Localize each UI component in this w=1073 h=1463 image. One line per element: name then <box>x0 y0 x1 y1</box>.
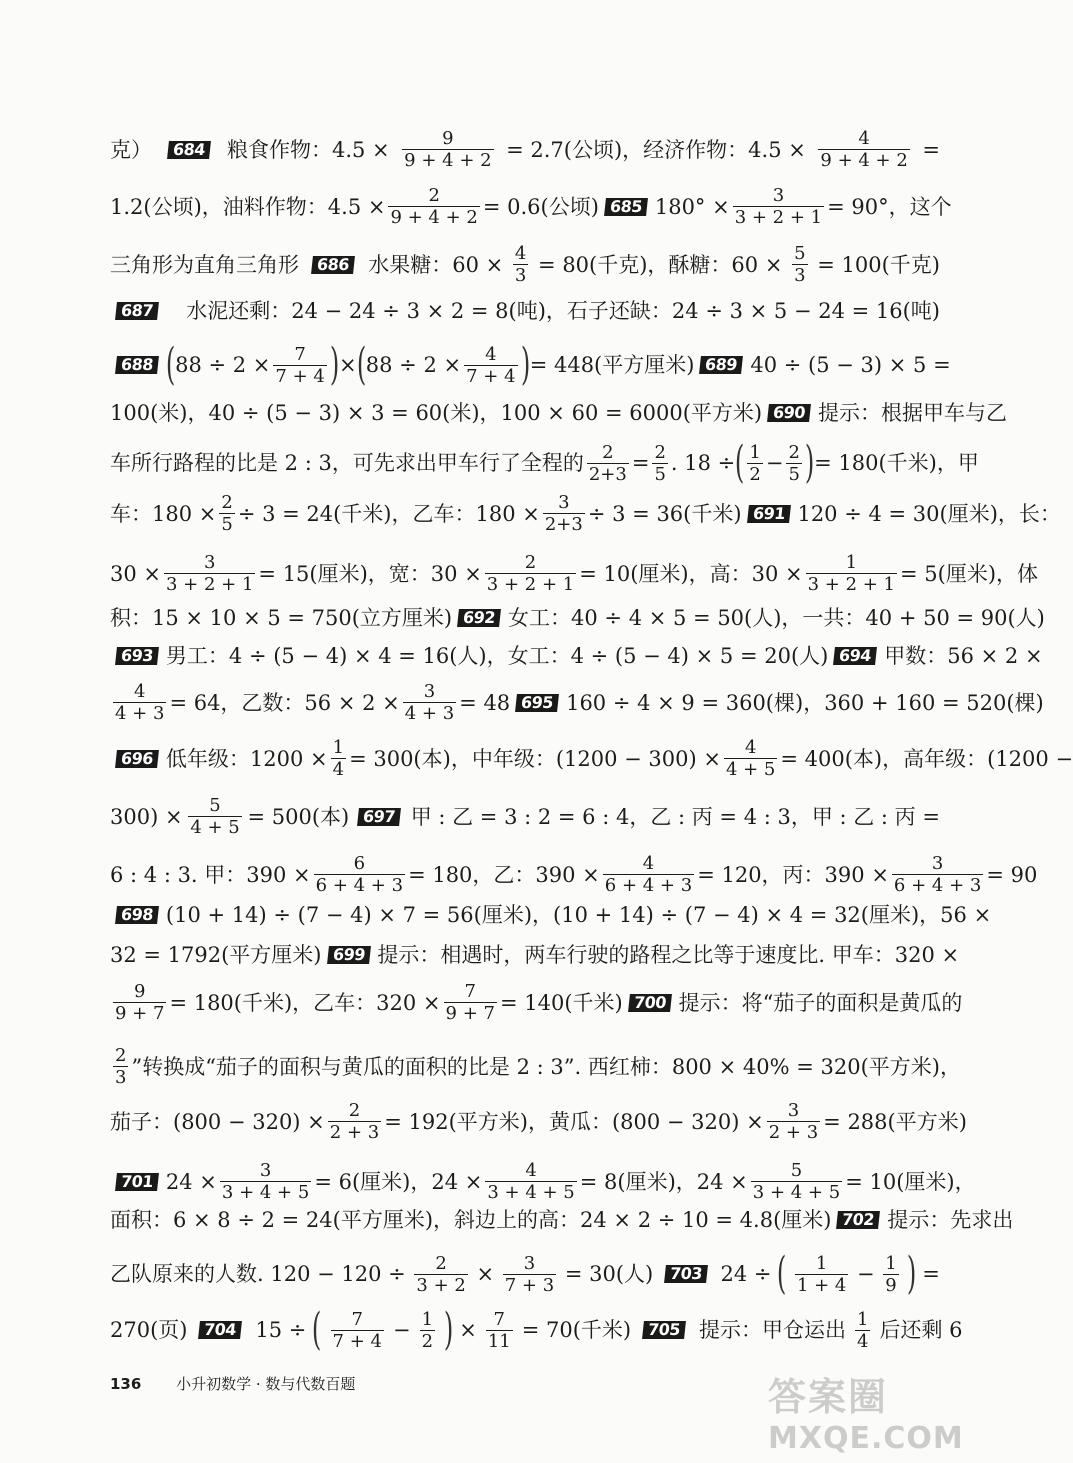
problem-number-badge: 700 <box>628 994 672 1012</box>
fraction <box>855 1309 870 1352</box>
text-segment: 88 ÷ 2 × <box>175 353 271 377</box>
fraction-numerator: 2 <box>524 552 537 573</box>
fraction-denominator: 7 + 4 <box>275 365 325 387</box>
text-segment: = 10(厘米)，高：30 × <box>579 561 803 586</box>
text-segment: = 90°，这个 <box>827 194 952 219</box>
fraction <box>113 981 166 1024</box>
problem-number-badge: 696 <box>115 750 159 768</box>
fraction <box>892 853 983 896</box>
problem-number-badge: 686 <box>311 256 355 274</box>
text-segment: 88 ÷ 2 × <box>365 353 462 377</box>
fraction-denominator: 9 + 4 + 2 <box>404 150 492 171</box>
fraction-denominator: 7 + 3 <box>504 1274 555 1296</box>
text-segment: 提示：根据甲车与乙 <box>817 401 1007 425</box>
text-segment: 甲 : 乙 = 3 : 2 = 6 : 4，乙 : 丙 = 4 : 3，甲 : 乙 : 丙 = <box>410 804 940 829</box>
text-segment: 270(页) <box>110 1318 188 1342</box>
text-segment: − <box>765 451 784 475</box>
text-segment: 提示：将“茄子的面积是黄瓜的 <box>678 990 963 1015</box>
text-segment: 1.2(公顷)，油料作物：4.5 × <box>110 194 386 219</box>
fraction-numerator: 4 <box>525 1160 537 1181</box>
answer-line <box>110 981 963 1024</box>
text-segment: 面积：6 × 8 ÷ 2 = 24(平方厘米)，斜边上的高：24 × 2 ÷ 10 = 4.8(厘米) <box>110 1208 832 1232</box>
answer-line <box>110 603 1045 633</box>
fraction-numerator: 4 <box>514 243 527 264</box>
text-segment: 车：180 × <box>110 501 217 526</box>
fraction-numerator: 2 <box>428 185 440 206</box>
answer-line <box>110 398 1007 428</box>
text-segment: = 6(厘米)，24 × <box>314 1169 483 1194</box>
text-segment: × <box>339 353 357 377</box>
fraction-numerator: 2 <box>348 1100 361 1121</box>
fraction-denominator: 2 <box>421 1330 434 1352</box>
answer-line <box>110 296 940 326</box>
fraction-numerator: 4 <box>485 343 497 365</box>
answer-line <box>110 492 1061 535</box>
fraction-numerator: 4 <box>642 853 655 874</box>
fraction <box>420 1309 435 1352</box>
answer-line <box>110 243 940 286</box>
text-segment: 克） <box>110 137 152 162</box>
fraction-numerator: 2 <box>788 441 800 463</box>
fraction-numerator: 4 <box>858 128 870 149</box>
fraction-denominator: 4 + 5 <box>190 817 240 838</box>
text-segment: = 288(平方米) <box>823 1109 967 1134</box>
text-segment: 300) × <box>110 804 183 829</box>
problem-number-badge: 694 <box>833 647 877 665</box>
fraction-denominator: 3 <box>794 265 806 286</box>
fraction <box>786 442 801 485</box>
fraction-numerator: 4 <box>744 737 757 758</box>
text-segment: 水果糖：60 × <box>368 252 504 277</box>
text-segment: = 448(平方厘米) <box>529 353 695 377</box>
fraction-numerator: 1 <box>845 552 858 573</box>
big-parenthesis: ) <box>329 339 340 390</box>
fraction <box>220 1160 311 1203</box>
fraction-denominator: 6 + 4 + 3 <box>604 875 693 896</box>
fraction <box>188 795 241 838</box>
answer-line <box>110 641 1043 671</box>
fraction-denominator: 3 + 2 + 1 <box>807 574 896 595</box>
text-segment: = 180(千米)，甲 <box>814 451 979 475</box>
text-segment: 乙队原来的人数. 120 − 120 ÷ <box>110 1262 406 1286</box>
problem-number-badge: 687 <box>115 302 159 320</box>
fraction-denominator: 4 + 5 <box>725 759 776 780</box>
fraction-numerator: 1 <box>749 441 761 463</box>
answer-line <box>110 853 1038 896</box>
fraction-numerator: 2 <box>221 492 233 513</box>
answer-line <box>110 795 940 838</box>
answer-line <box>110 681 1044 724</box>
fraction <box>603 853 694 896</box>
text-segment: 女工：40 ÷ 4 × 5 = 50(人)，一共：40 + 50 = 90(人) <box>508 606 1045 630</box>
fraction-numerator: 7 <box>493 1308 505 1330</box>
answer-line <box>110 339 951 390</box>
fraction-numerator: 3 <box>523 1252 536 1274</box>
fraction-numerator: 4 <box>133 681 146 702</box>
big-parenthesis: ( <box>356 339 366 390</box>
fraction-denominator: 4 + 3 <box>115 703 165 724</box>
fraction-numerator: 9 <box>442 128 454 149</box>
fraction-numerator: 1 <box>857 1308 869 1330</box>
fraction <box>219 492 234 535</box>
fraction-denominator: 9 <box>885 1274 897 1296</box>
fraction <box>314 853 405 896</box>
fraction-numerator: 3 <box>787 1100 800 1121</box>
text-segment: 30 × <box>110 561 161 586</box>
fraction-denominator: 4 + 3 <box>404 703 455 724</box>
fraction-denominator: 2 + 3 <box>329 1122 380 1143</box>
fraction-numerator: 6 <box>353 853 366 874</box>
text-segment: − <box>857 1262 875 1286</box>
fraction <box>724 737 777 780</box>
fraction-denominator: 6 + 4 + 3 <box>893 875 982 896</box>
big-parenthesis: ( <box>312 1304 322 1355</box>
text-segment: 40 ÷ (5 − 3) × 5 = <box>750 353 951 377</box>
fraction-numerator: 3 <box>203 552 216 573</box>
fraction-numerator: 9 <box>133 981 146 1002</box>
fraction <box>503 1253 556 1296</box>
text-segment: = 400(本)，高年级：(1200 − <box>780 746 1073 771</box>
text-segment: 车所行路程的比是 2 : 3，可先求出甲车行了全程的 <box>110 451 584 475</box>
fraction <box>513 243 528 286</box>
text-segment: ÷ 3 = 36(千米) <box>587 501 742 526</box>
problem-number-badge: 703 <box>664 1265 708 1283</box>
fraction-denominator: 2+3 <box>544 514 583 535</box>
big-parenthesis: ) <box>443 1304 454 1355</box>
fraction-denominator: 3 + 4 + 5 <box>487 1182 575 1203</box>
fraction-numerator: 2 <box>435 1252 447 1274</box>
text-segment: = 70(千米) <box>521 1318 632 1342</box>
text-segment: = <box>922 1262 940 1286</box>
problem-number-badge: 690 <box>767 404 811 422</box>
fraction <box>652 442 667 485</box>
big-parenthesis: ( <box>776 1248 787 1299</box>
problem-number-badge: 699 <box>327 946 371 964</box>
text-segment: 120 ÷ 4 = 30(厘米)，长： <box>797 501 1061 526</box>
fraction <box>806 552 897 595</box>
problem-number-badge: 697 <box>357 808 401 826</box>
text-segment: = 8(厘米)，24 × <box>579 1169 748 1194</box>
text-segment: . 18 ÷ <box>670 451 736 475</box>
fraction <box>403 681 456 724</box>
fraction <box>818 128 909 171</box>
text-segment: = 64，乙数：56 × 2 × <box>169 690 400 715</box>
text-segment: − <box>392 1318 411 1342</box>
fraction <box>883 1253 898 1296</box>
fraction-numerator: 1 <box>421 1308 434 1330</box>
watermark-bottom-text: MXQE.COM <box>768 1421 964 1456</box>
fraction-numerator: 3 <box>931 853 944 874</box>
text-segment: 三角形为直角三角形 <box>110 252 299 277</box>
problem-number-badge: 684 <box>167 141 211 159</box>
fraction-denominator: 9 + 4 + 2 <box>820 150 908 171</box>
problem-number-badge: 695 <box>515 694 559 712</box>
fraction-denominator: 2+3 <box>588 463 627 485</box>
fraction-numerator: 5 <box>209 795 221 816</box>
fraction <box>331 737 346 780</box>
fraction-denominator: 3 + 4 + 5 <box>752 1182 841 1203</box>
fraction-numerator: 3 <box>423 681 436 702</box>
text-segment: 160 ÷ 4 × 9 = 360(棵)，360 + 160 = 520(棵) <box>566 690 1044 715</box>
fraction-numerator: 7 <box>464 981 476 1002</box>
text-segment: (10 + 14) ÷ (7 − 4) × 7 = 56(厘米)，(10 + 14) ÷ (7 − 4) × 4 = 32(厘米)，56 × <box>165 903 992 927</box>
text-segment: 24 × <box>165 1169 217 1194</box>
fraction-denominator: 2 + 3 <box>768 1122 819 1143</box>
fraction-numerator: 2 <box>654 441 666 463</box>
fraction <box>331 1309 384 1352</box>
page-number: 136 <box>110 1375 142 1393</box>
answer-line <box>110 185 952 228</box>
text-segment: = <box>631 451 650 475</box>
text-segment: × <box>476 1262 495 1286</box>
fraction-numerator: 1 <box>815 1252 828 1274</box>
problem-number-badge: 688 <box>115 356 159 374</box>
fraction-denominator: 3 + 2 <box>416 1274 466 1296</box>
fraction <box>795 1253 848 1296</box>
fraction <box>113 1045 128 1088</box>
answer-line <box>110 128 940 171</box>
fraction <box>273 344 326 387</box>
text-segment: 180° × <box>654 194 730 219</box>
text-segment: 茄子：(800 − 320) × <box>110 1109 325 1134</box>
fraction-numerator: 1 <box>332 737 345 758</box>
text-segment: = 192(平方米)，黄瓜：(800 − 320) × <box>384 1109 764 1134</box>
text-segment: = 10(厘米)， <box>845 1169 976 1194</box>
fraction-denominator: 1 + 4 <box>796 1274 847 1296</box>
big-parenthesis: ) <box>804 437 815 488</box>
big-parenthesis: ( <box>165 339 176 390</box>
fraction-denominator: 7 + 4 <box>332 1330 382 1352</box>
text-segment: ”转换成“茄子的面积与黄瓜的面积的比是 2 : 3”. 西红柿：800 × 40% = 320(平方米)， <box>131 1054 961 1079</box>
text-segment: = 90 <box>986 862 1038 887</box>
fraction <box>792 243 807 286</box>
text-segment: = 300(本)，中年级：(1200 − 300) × <box>349 746 721 771</box>
big-parenthesis: ) <box>520 339 530 390</box>
fraction-denominator: 3 + 2 + 1 <box>734 207 823 228</box>
text-segment: = 180，乙：390 × <box>408 862 600 887</box>
fraction-denominator: 11 <box>487 1330 511 1352</box>
fraction <box>733 185 824 228</box>
fraction <box>414 1253 467 1296</box>
watermark-logo <box>768 1366 988 1458</box>
text-segment: 100(米)，40 ÷ (5 − 3) × 3 = 60(米)，100 × 60 = 6000(平方米) <box>110 401 763 425</box>
answer-line <box>110 1100 967 1143</box>
fraction <box>164 552 255 595</box>
fraction-denominator: 7 + 4 <box>466 365 516 387</box>
answer-line <box>110 437 979 488</box>
fraction-denominator: 2 <box>749 463 761 485</box>
problem-number-badge: 705 <box>642 1321 686 1339</box>
text-segment: = 120，丙：390 × <box>697 862 889 887</box>
problem-number-badge: 685 <box>604 198 648 216</box>
answer-line <box>110 552 1039 595</box>
answer-line <box>110 737 1073 780</box>
problem-number-badge: 691 <box>747 505 791 523</box>
fraction-denominator: 4 <box>332 759 345 780</box>
watermark-top-text: 答案圈 <box>768 1375 889 1419</box>
fraction <box>464 344 517 387</box>
fraction-numerator: 5 <box>790 1160 803 1181</box>
text-segment: = 180(千米)，乙车：320 × <box>169 990 441 1015</box>
text-segment: = 48 <box>459 690 511 715</box>
text-segment: 水泥还剩：24 − 24 ÷ 3 × 2 = 8(吨)，石子还缺：24 ÷ 3 × 5 − 24 = 16(吨) <box>186 299 940 323</box>
fraction <box>444 981 497 1024</box>
answer-line <box>110 1304 963 1355</box>
book-title: 小升初数学 · 数与代数百题 <box>176 1375 356 1393</box>
fraction-numerator: 1 <box>885 1252 897 1274</box>
problem-number-badge: 698 <box>115 906 159 924</box>
fraction <box>113 681 166 724</box>
fraction-denominator: 3 + 4 + 5 <box>221 1182 310 1203</box>
fraction-numerator: 2 <box>115 1045 127 1066</box>
fraction <box>767 1100 820 1143</box>
text-segment: 提示：相遇时，两车行驶的路程之比等于速度比. 甲车：320 × <box>377 943 960 967</box>
fraction-numerator: 3 <box>558 492 570 513</box>
text-segment: 24 ÷ <box>720 1262 772 1286</box>
fraction-numerator: 7 <box>351 1308 363 1330</box>
fraction-denominator: 9 + 7 <box>115 1003 165 1024</box>
text-segment: 32 = 1792(平方厘米) <box>110 943 322 967</box>
answer-line <box>110 1160 976 1203</box>
text-segment: = 30(人) <box>564 1262 654 1286</box>
text-segment: = 0.6(公顷) <box>482 194 599 219</box>
fraction-denominator: 9 + 7 <box>445 1003 495 1024</box>
fraction-numerator: 2 <box>602 441 614 463</box>
fraction-denominator: 3 <box>514 265 527 286</box>
big-parenthesis: ) <box>907 1248 917 1299</box>
problem-number-badge: 689 <box>700 356 744 374</box>
text-segment: = 15(厘米)，宽：30 × <box>258 561 482 586</box>
fraction-denominator: 4 <box>857 1330 869 1352</box>
text-segment: = 100(千克) <box>817 252 940 277</box>
fraction-denominator: 5 <box>788 463 800 485</box>
text-segment: 甲数：56 × 2 × <box>884 644 1043 668</box>
text-segment: = <box>922 137 940 162</box>
text-segment: = 80(千克)，酥糖：60 × <box>538 252 783 277</box>
text-segment: 男工：4 ÷ (5 − 4) × 4 = 16(人)，女工：4 ÷ (5 − 4) × 5 = 20(人) <box>165 644 829 668</box>
text-segment: 6 : 4 : 3. 甲：390 × <box>110 862 311 887</box>
fraction-denominator: 3 + 2 + 1 <box>486 574 575 595</box>
fraction-numerator: 5 <box>794 243 806 264</box>
fraction <box>543 492 585 535</box>
text-segment: = 5(厘米)，体 <box>900 561 1039 586</box>
fraction <box>587 442 629 485</box>
page-footer <box>110 1373 355 1394</box>
problem-number-badge: 693 <box>115 647 159 665</box>
fraction <box>747 442 762 485</box>
fraction <box>485 552 576 595</box>
text-segment: × <box>459 1318 477 1342</box>
answer-line <box>110 1045 961 1088</box>
fraction <box>751 1160 842 1203</box>
answer-line <box>110 1205 1014 1235</box>
problem-number-badge: 701 <box>115 1173 159 1191</box>
fraction <box>485 1160 576 1203</box>
text-segment: 低年级：1200 × <box>165 746 328 771</box>
fraction <box>486 1309 513 1352</box>
text-segment: = 2.7(公顷)，经济作物：4.5 × <box>506 137 806 162</box>
text-segment: ÷ 3 = 24(千米)，乙车：180 × <box>237 501 540 526</box>
fraction <box>402 128 493 171</box>
answer-line <box>110 1248 940 1299</box>
fraction-denominator: 9 + 4 + 2 <box>390 207 478 228</box>
fraction-denominator: 6 + 4 + 3 <box>315 875 404 896</box>
fraction-denominator: 3 <box>115 1067 127 1088</box>
text-segment: 粮食作物：4.5 × <box>226 137 390 162</box>
answer-line <box>110 940 960 970</box>
fraction-denominator: 5 <box>654 463 666 485</box>
fraction <box>328 1100 381 1143</box>
text-segment: 提示：甲仓运出 <box>699 1318 847 1342</box>
problem-number-badge: 702 <box>837 1211 881 1229</box>
text-segment: = 140(千米) <box>499 990 623 1015</box>
fraction-denominator: 5 <box>221 514 233 535</box>
text-segment: 后还剩 6 <box>879 1318 963 1342</box>
fraction-numerator: 7 <box>294 343 306 365</box>
fraction-numerator: 3 <box>772 185 785 206</box>
text-segment: 15 ÷ <box>255 1318 307 1342</box>
text-segment: = 500(本) <box>247 804 350 829</box>
text-segment: 积：15 × 10 × 5 = 750(立方厘米) <box>110 606 453 630</box>
big-parenthesis: ( <box>735 437 745 488</box>
answer-line <box>110 900 992 930</box>
problem-number-badge: 692 <box>457 609 501 627</box>
problem-number-badge: 704 <box>199 1321 243 1339</box>
fraction <box>388 185 479 228</box>
text-segment: 提示：先求出 <box>887 1208 1014 1232</box>
fraction-numerator: 3 <box>259 1160 272 1181</box>
fraction-denominator: 3 + 2 + 1 <box>166 574 254 595</box>
